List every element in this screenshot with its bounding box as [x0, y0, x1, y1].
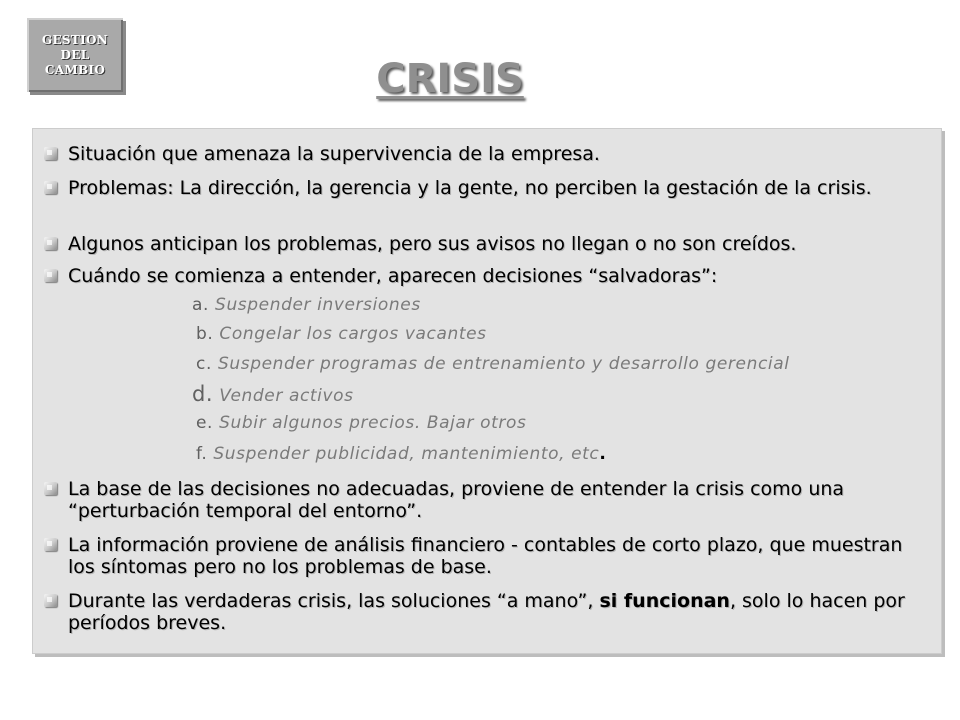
bullet-text: Situación que amenaza la supervivencia de la empresa.: [68, 143, 600, 165]
bullet-text: Cuándo se comienza a entender, aparecen decisiones “salvadoras”:: [68, 265, 718, 287]
page-title: CRISIS: [376, 56, 524, 102]
sub-item-letter: d.: [192, 382, 214, 406]
bullet-text-bold: si funcionan: [599, 590, 730, 612]
bullet-text: Algunos anticipan los problemas, pero sus avisos no llegan o no son creídos.: [68, 233, 797, 255]
sub-item-text: Subir algunos precios. Bajar otros: [219, 413, 527, 433]
bullet-item: [68, 478, 930, 522]
gestion-del-cambio-badge: [27, 18, 123, 92]
bullet-text: Problemas: La dirección, la gerencia y la gente, no perciben la gestación de la crisis.: [68, 177, 872, 199]
badge-line-1: GESTION: [41, 32, 109, 47]
sub-item-letter: a.: [192, 295, 210, 315]
bullet-icon: [44, 538, 57, 551]
sub-item-text: Suspender programas de entrenamiento y desarrollo gerencial: [217, 354, 790, 374]
bullet-item: [68, 265, 930, 287]
bullet-item: [68, 233, 930, 255]
sub-item-end: .: [599, 444, 607, 464]
sub-item-letter: b.: [196, 324, 214, 344]
bullet-text-end: , solo lo hacen por períodos breves.: [68, 590, 905, 634]
sub-item-letter: c.: [196, 354, 212, 374]
bullet-text-start: Durante las verdaderas crisis, las soluciones “a mano”,: [68, 590, 600, 612]
badge-line-3: CAMBIO: [44, 62, 106, 77]
bullet-icon: [44, 237, 57, 250]
bullet-item: [68, 590, 930, 634]
sub-item: [196, 324, 487, 344]
bullet-icon: [44, 147, 57, 160]
bullet-item: [68, 534, 930, 578]
sub-item: [196, 354, 790, 374]
sub-item-letter: e.: [196, 413, 214, 433]
bullet-icon: [44, 482, 57, 495]
bullet-icon: [44, 594, 57, 607]
sub-item-text: Vender activos: [219, 386, 354, 406]
bullet-icon: [44, 269, 57, 282]
sub-item-text: Suspender publicidad, mantenimiento, etc: [213, 444, 600, 464]
sub-item: [196, 444, 606, 464]
bullet-icon: [44, 181, 57, 194]
bullet-text: La base de las decisiones no adecuadas, proviene de entender la crisis como una “perturbación temporal del entorno”.: [68, 478, 845, 522]
sub-item-text: Congelar los cargos vacantes: [219, 324, 487, 344]
bullet-item: [68, 143, 930, 165]
sub-item-letter: f.: [196, 444, 208, 464]
sub-item-text: Suspender inversiones: [215, 295, 421, 315]
sub-item: [196, 413, 526, 433]
badge-line-2: DEL: [60, 47, 90, 62]
sub-item: [192, 382, 354, 406]
sub-item: [192, 295, 421, 315]
bullet-text: La información proviene de análisis financiero - contables de corto plazo, que muestran los síntomas pero no los problemas de base.: [68, 534, 903, 578]
bullet-item: [68, 177, 930, 199]
